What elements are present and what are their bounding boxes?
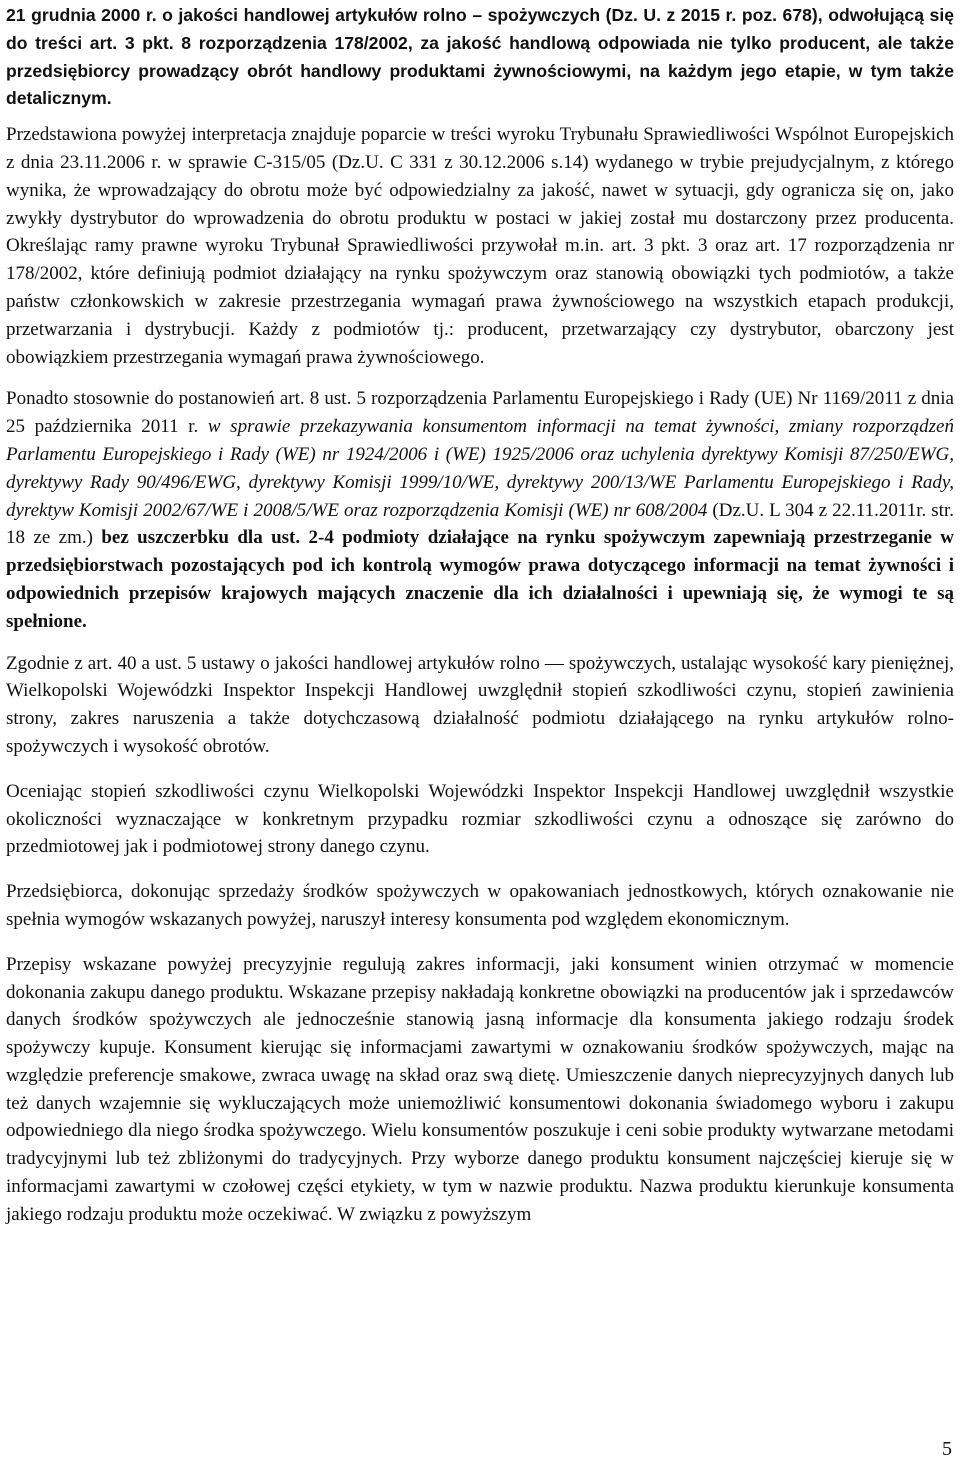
paragraph-penalty-basis: Zgodnie z art. 40 a ust. 5 ustawy o jakości handlowej artykułów rolno — spożywczych, ustalając wysokość kary pieniężnej, Wielkopolski Wojewódzki Inspektor Inspekcji Handlowej uwzględnił stopień szkodliwości czynu, stopień zawinienia strony, zakres naruszenia a także dotychczasową działalność podmiotu działającego na rynku artykułów rolno- spożywczych i wysokość obrotów. (6, 652, 954, 757)
document-page (6, 2, 954, 1229)
page-number: 5 (942, 1438, 952, 1460)
regulation-obligation-text: bez uszczerbku dla ust. 2-4 podmioty działające na rynku spożywczym zapewniają przestrzeganie w przedsiębiorstwach pozostających pod ich kontrolą wymogów prawa dotyczącego informacji na temat żywności i odpowiednich przepisów krajowych mających znaczenie dla ich działalności i upewniają się, że wymogi te są spełnione. (6, 527, 955, 632)
paragraph-information-rules: Przepisy wskazane powyżej precyzyjnie regulują zakres informacji, jaki konsument winien otrzymać w momencie dokonania zakupu danego produktu. Wskazane przepisy nakładają konkretne obowiązki na producentów jak i sprzedawców danych środków spożywczych ale jednocześnie stanowią jasną informacje dla konsumenta jakiego rodzaju środek spożywczy kupuje. Konsument kierując się informacjami zawartymi w oznakowaniu środków spożywczych, mając na względzie preferencje smakowe, zwraca uwagę na skład oraz swą dietę. Umieszczenie danych nieprecyzyjnych danych lub też danych wzajemnie się wykluczających może uniemożliwić konsumentowi dokonania świadomego wyboru i zakupu odpowiedniego dla niego środka spożywczego. Wielu konsumentów poszukuje i ceni sobie produkty wytwarzane metodami tradycyjnymi lub też zbliżonymi do tradycyjnych. Przy wyborze danego produktu konsument najczęściej kieruje się w informacjami zawartymi w czołowej części etykiety, w tym w nazwie produktu. Nazwa produktu kierunkuje konsumenta jakiego rodzaju produktu może oczekiwać. W związku z powyższym (6, 953, 954, 1225)
regulation-intro-text: Ponadto stosownie do postanowień art. 8 ust. 5 rozporządzenia Parlamentu Europejskiego i Rady (UE) Nr 1169/2011 z dnia 25 października 2011 r. (6, 388, 954, 438)
paragraph-legal-basis: 21 grudnia 2000 r. o jakości handlowej artykułów rolno – spożywczych (Dz. U. z 2015 r. poz. 678), odwołującą się do treści art. 3 pkt. 8 rozporządzenia 178/2002, za jakość handlową odpowiada nie tylko producent, ale także przedsiębiorcy prowadzący obrót handlowy produktami żywnościowymi, na każdym jego etapie, w tym także detalicznym. (6, 5, 954, 109)
paragraph-court-ruling: Przedstawiona powyżej interpretacja znajduje poparcie w treści wyroku Trybunału Sprawiedliwości Wspólnot Europejskich z dnia 23.11.2006 r. w sprawie C-315/05 (Dz.U. C 331 z 30.12.2006 s.14) wydanego w trybie prejudycjalnym, z którego wynika, że wprowadzający do obrotu może być odpowiedzialny za jakość, nawet w sytuacji, gdy ogranicza się on, jako zwykły dystrybutor do wprowadzenia do obrotu produktu w postaci w jakiej został mu dostarczony przez producenta. Określając ramy prawne wyroku Trybunał Sprawiedliwości przywołał m.in. art. 3 pkt. 3 oraz art. 17 rozporządzenia nr 178/2002, które definiują podmiot działający na rynku spożywczym oraz stanowią obowiązki tych podmiotów, a także państw członkowskich w zakresie przestrzegania wymagań prawa żywnościowego na wszystkich etapach produkcji, przetwarzania i dystrybucji. Każdy z podmiotów tj.: producent, przetwarzający czy dystrybutor, obarczony jest obowiązkiem przestrzegania wymagań prawa żywnościowego. (6, 124, 954, 368)
paragraph-eu-regulation (6, 385, 954, 635)
regulation-citation-text: (Dz.U. L 304 z 22.11.2011r. str. 18 ze zm.) (6, 499, 954, 549)
regulation-title-text: w sprawie przekazywania konsumentom informacji na temat żywności, zmiany rozporządzeń Parlamentu Europejskiego i Rady (WE) nr 1924/2006 i (WE) 1925/2006 oraz uchylenia dyrektywy Komisji 87/250/EWG, dyrektywy Rady 90/496/EWG, dyrektywy Komisji 1999/10/WE, dyrektywy 200/13/WE Parlamentu Europejskiego i Rady, dyrektyw Komisji 2002/67/WE i 2008/5/WE oraz rozporządzenia Komisji (WE) nr 608/2004 (6, 416, 954, 521)
paragraph-harmfulness: Oceniając stopień szkodliwości czynu Wielkopolski Wojewódzki Inspektor Inspekcji Handlowej uwzględnił wszystkie okoliczności wyznaczające w konkretnym przypadku rozmiar szkodliwości czynu a odnoszące się zarówno do przedmiotowej jak i podmiotowej strony danego czynu. (6, 780, 954, 858)
paragraph-consumer-interest: Przedsiębiorca, dokonując sprzedaży środków spożywczych w opakowaniach jednostkowych, których oznakowanie nie spełnia wymogów wskazanych powyżej, naruszył interesy konsumenta pod względem ekonomicznym. (6, 881, 954, 930)
